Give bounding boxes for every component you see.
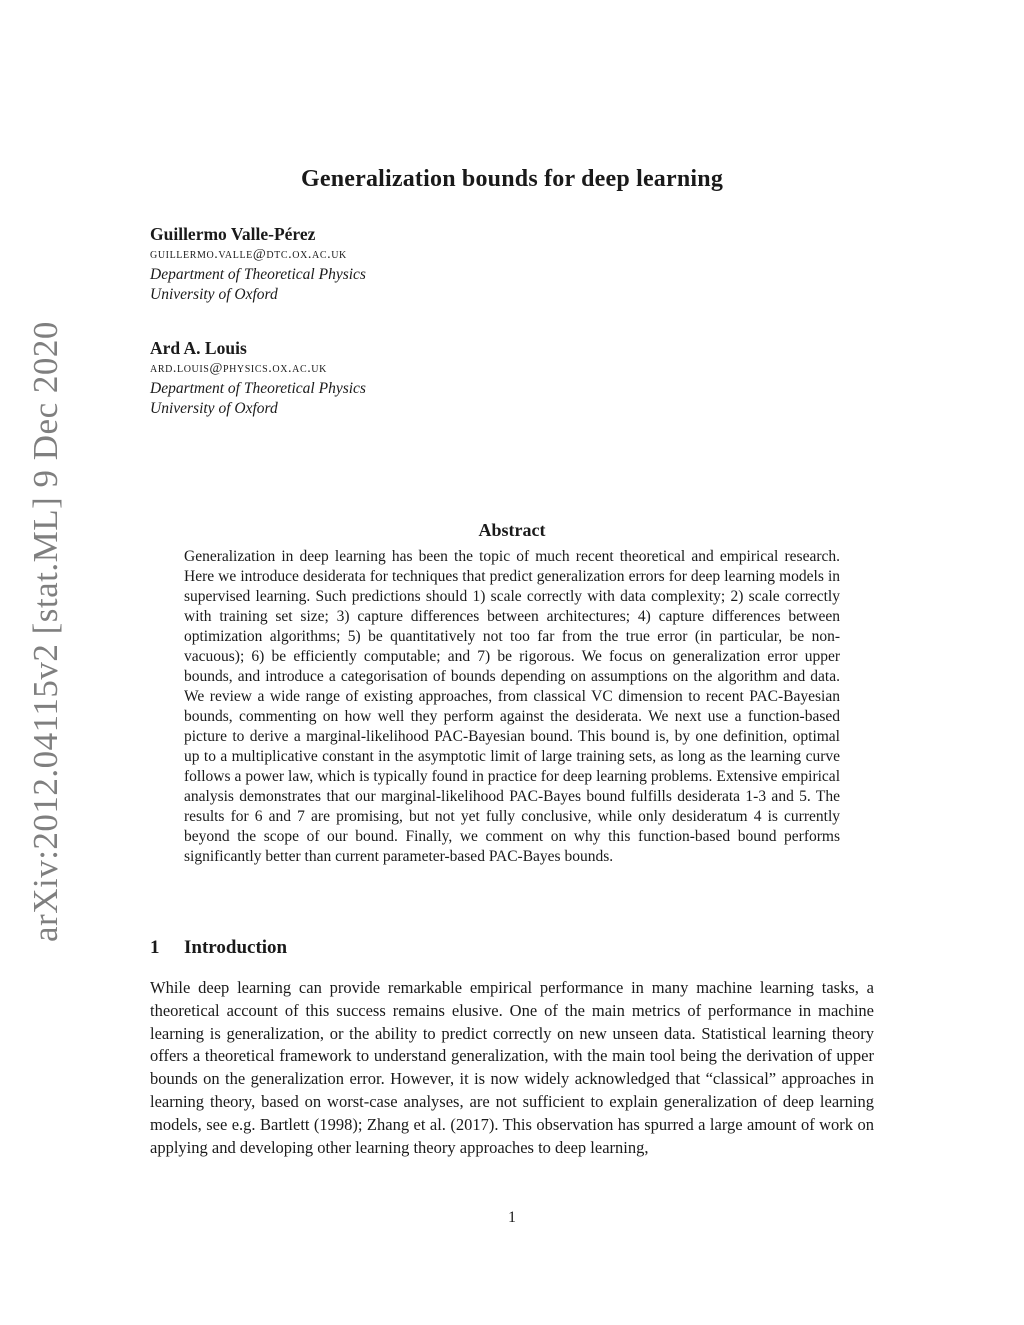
author-email: guillermo.valle@dtc.ox.ac.uk (150, 247, 347, 262)
page-number: 1 (508, 1209, 516, 1226)
abstract-text: Generalization in deep learning has been the topic of much recent theoretical and empirical research. Here we introduce desiderata for techniques that predict generalization errors for deep learning models in supervised learning. Such predictions should 1) scale correctly with data complexity; 2) scale correctly with training set size; 3) capture differences between architectures; 4) capture differences between optimization algorithms; 5) be quantitatively not too far from the true error (in particular, be non-vacuous); 6) be efficiently computable; and 7) be rigorous. We focus on generalization error upper bounds, and introduce a categorisation of bounds depending on assumptions on the algorithm and data. We review a wide range of existing approaches, from classical VC dimension to recent PAC-Bayesian bounds, commenting on how well they perform against the desiderata. We next use a function-based picture to derive a marginal-likelihood PAC-Bayesian bound. This bound is, by one definition, optimal up to a multiplicative constant in the asymptotic limit of large training sets, as long as the learning curve follows a power law, which is typically found in practice for deep learning problems. Extensive empirical analysis demonstrates that our marginal-likelihood PAC-Bayes bound fulfills desiderata 1-3 and 5. The results for 6 and 7 are promising, but not yet fully conclusive, while only desideratum 4 is currently beyond the scope of our bound. Finally, we comment on why this function-based bound performs significantly better than current parameter-based PAC-Bayes bounds. (184, 548, 840, 865)
author-university: University of Oxford (150, 286, 278, 303)
author-block-1 (150, 223, 650, 305)
section-title: Introduction (184, 937, 288, 958)
author-name: Guillermo Valle-Pérez (150, 224, 316, 244)
paper-title: Generalization bounds for deep learning (300, 166, 724, 192)
abstract-heading: Abstract (478, 520, 546, 540)
author-department: Department of Theoretical Physics (150, 380, 366, 397)
author-university: University of Oxford (150, 400, 278, 417)
author-block-2 (150, 337, 650, 419)
author-email: ard.louis@physics.ox.ac.uk (150, 361, 327, 376)
section-heading (150, 937, 287, 959)
author-department: Department of Theoretical Physics (150, 266, 366, 283)
introduction-paragraph: While deep learning can provide remarkable empirical performance in many machine learning tasks, a theoretical account of this success remains elusive. One of the main metrics of performance in machine learning is generalization, or the ability to predict correctly on new unseen data. Statistical learning theory offers a theoretical framework to understand generalization, with the main tool being the derivation of upper bounds on the generalization error. However, it is now widely acknowledged that “classical” approaches in learning theory, based on worst-case analyses, are not sufficient to explain generalization of deep learning models, see e.g. Bartlett (1998); Zhang et al. (2017). This observation has spurred a large amount of work on applying and developing other learning theory approaches to deep learning, (150, 978, 874, 1157)
author-name: Ard A. Louis (150, 338, 247, 358)
arxiv-identifier-stamp: arXiv:2012.04115v2 [stat.ML] 9 Dec 2020 (26, 321, 65, 942)
section-number: 1 (150, 937, 160, 958)
